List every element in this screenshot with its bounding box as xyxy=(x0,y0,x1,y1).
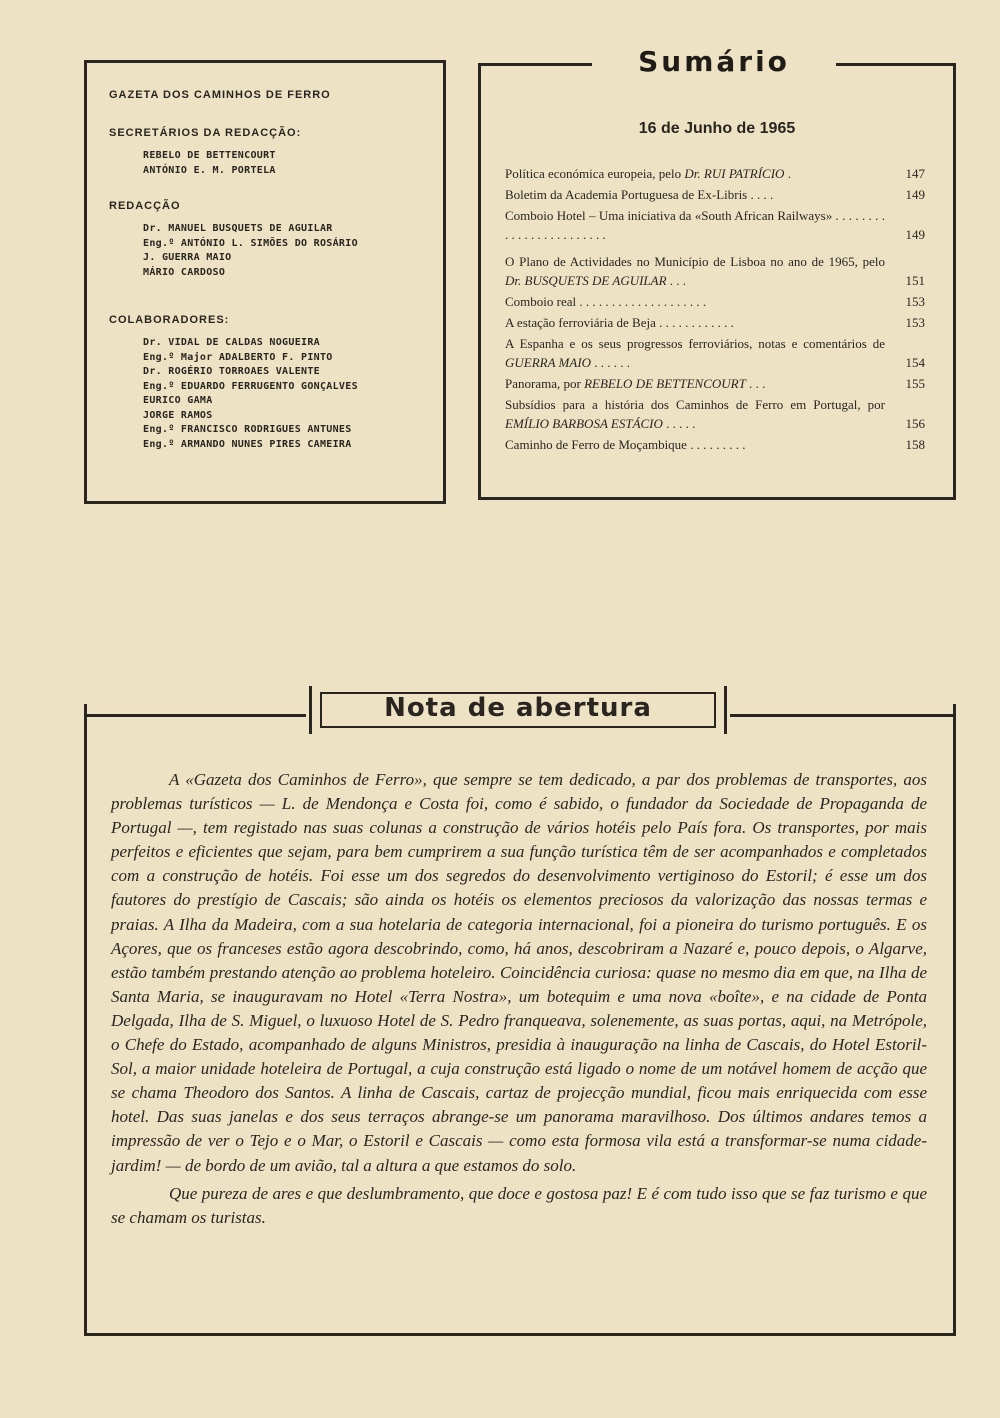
issue-date: 16 de Junho de 1965 xyxy=(638,120,796,137)
entry-title: Boletim da Academia Portuguesa de Ex-Libris . . . . xyxy=(505,187,774,202)
nota-body xyxy=(111,768,927,1230)
entry-page: 153 xyxy=(905,294,925,309)
toc-entry[interactable] xyxy=(505,435,925,454)
nota-title: Nota de abertura xyxy=(320,692,716,728)
section-heading: SECRETÁRIOS DA REDACÇÃO: xyxy=(109,127,302,139)
staff-name: Eng.º EDUARDO FERRUGENTO GONÇALVES xyxy=(143,380,358,392)
entry-title: A estação ferroviária de Beja . . . . . . . . . . . . xyxy=(505,315,734,330)
toc-entry[interactable]: Subsídios para a história dos Caminhos de Ferro em Portugal, por EMÍLIO BARBOSA ESTÁCIO . . . . . 156 xyxy=(505,397,925,431)
entry-page: 156 xyxy=(905,416,925,431)
entry-author: EMÍLIO BARBOSA ESTÁCIO xyxy=(505,416,663,431)
entry-author: Dr. RUI PATRÍCIO xyxy=(684,166,785,181)
nota-box xyxy=(84,693,956,1336)
entry-page: 151 xyxy=(905,273,925,288)
entry-page: 158 xyxy=(905,437,925,452)
entry-title: Panorama, por xyxy=(505,376,585,391)
toc-entry[interactable]: O Plano de Actividades no Município de Lisboa no ano de 1965, pelo Dr. BUSQUETS DE AGUILAR . . . 151 xyxy=(505,254,925,288)
entry-title: O Plano de Actividades no Município de Lisboa no ano de 1965, pelo xyxy=(505,254,885,269)
top-rule xyxy=(836,63,956,66)
summary-title: Sumário xyxy=(638,45,790,78)
toc-entry[interactable] xyxy=(505,313,925,332)
top-rule xyxy=(730,714,956,717)
staff-name: Eng.º FRANCISCO RODRIGUES ANTUNES xyxy=(143,424,352,435)
toc-entry[interactable]: Panorama, por REBELO DE BETTENCOURT . . . 155 xyxy=(505,376,925,391)
staff-name: EURICO GAMA xyxy=(143,395,213,406)
toc-entry[interactable] xyxy=(505,292,925,311)
staff-name: MÁRIO CARDOSO xyxy=(143,266,226,278)
staff-name: Eng.º Major ADALBERTO F. PINTO xyxy=(143,351,333,363)
paragraph: Que pureza de ares e que deslumbramento, que doce e gostosa paz! E é com tudo isso que se faz turismo e que se chamam os turistas. xyxy=(111,1183,927,1227)
staff-name: REBELO DE BETTENCOURT xyxy=(143,150,276,161)
staff-box xyxy=(84,60,446,504)
staff-name: J. GUERRA MAIO xyxy=(143,252,232,263)
staff-name: JORGE RAMOS xyxy=(143,409,213,421)
entry-page: 154 xyxy=(905,355,925,370)
entry-author: Dr. BUSQUETS DE AGUILAR xyxy=(505,273,667,288)
toc-entry[interactable]: A Espanha e os seus progressos ferroviários, notas e comentários de GUERRA MAIO . . . . . . 154 xyxy=(505,336,925,370)
top-rule xyxy=(478,63,592,66)
nota-title-frame xyxy=(309,686,727,734)
entry-page: 153 xyxy=(905,315,925,330)
staff-name: Dr. MANUEL BUSQUETS DE AGUILAR xyxy=(143,223,333,234)
publication-name: GAZETA DOS CAMINHOS DE FERRO xyxy=(109,89,331,101)
entry-title: Comboio real . . . . . . . . . . . . . . . . . . . . xyxy=(505,294,707,309)
entry-title: Política económica europeia, pelo xyxy=(505,166,685,181)
entry-page: 155 xyxy=(905,376,925,391)
staff-name: Eng.º ARMANDO NUNES PIRES CAMEIRA xyxy=(143,438,352,450)
paragraph: A «Gazeta dos Caminhos de Ferro», que sempre se tem dedicado, a par dos problemas de transportes, aos problemas turísticos — L. de Mendonça e Costa foi, como é sabido, o fundador da Sociedade de Propaganda de Portugal —, tem registado nas suas colunas a construção de vários hotéis pelo País fora. Os transportes, por mais perfeitos e eficientes que sejam, para bem cumprirem a sua função turística têm de ser acompanhados e completados com a construção de hotéis. Foi esse um dos segredos do desenvolvimento vertiginoso do Estoril; é esse um dos fautores do prestígio de Cascais; são ainda os hotéis os elementos preciosos da valorização das nossas termas e praias. A Ilha da Madeira, com a sua hotelaria de categoria internacional, foi a pioneira do turismo português. E os Açores, que os franceses estão agora descobrindo, como, há anos, descobriram a Nazaré e, pouco depois, o Algarve, estão também prestando atenção ao problema hoteleiro. Coincidência curiosa: quase no mesmo dia em que, na Ilha de Santa Maria, se inauguravam no Hotel «Terra Nostra», um botequim e uma nova «boîte», e na cidade de Ponta Delgada, Ilha de S. Miguel, o luxuoso Hotel de S. Pedro franqueava, solenemente, as suas portas, aqui, na Metrópole, o Chefe do Estado, acompanhado de alguns Ministros, presidia à inauguração na linha de Cascais, do Hotel Estoril-Sol, a maior unidade hoteleira de Portugal, a cuja construção está ligado o nome de um notável homem de acção que se chama Theodoro dos Santos. A linha de Cascais, cartaz de projecção mundial, ficou mais enriquecida com esse hotel. Das suas janelas e dos seus terraços abrange-se um panorama maravilhoso. Dos últimos andares temos a impressão de ver o Tejo e o Mar, o Estoril e Cascais — como esta formosa vila está a transformar-se numa cidade-jardim! — de bordo de um avião, tal a altura a que estamos do solo. xyxy=(111,770,927,1175)
entry-page: 149 xyxy=(905,187,925,202)
entry-author: GUERRA MAIO xyxy=(505,355,592,370)
staff-name: Eng.º ANTÓNIO L. SIMÕES DO ROSÁRIO xyxy=(143,237,358,249)
summary-box xyxy=(478,45,956,500)
table-of-contents xyxy=(505,164,925,454)
toc-entry[interactable] xyxy=(505,206,925,244)
staff-name: Dr. VIDAL DE CALDAS NOGUEIRA xyxy=(143,337,320,348)
entry-page: 147 xyxy=(905,166,925,181)
staff-name: ANTÓNIO E. M. PORTELA xyxy=(143,164,276,176)
section-heading: COLABORADORES: xyxy=(109,314,230,326)
toc-entry[interactable] xyxy=(505,185,925,204)
entry-title: A Espanha e os seus progressos ferroviários, notas e comentários de xyxy=(505,336,885,351)
staff-name: Dr. ROGÉRIO TORROAES VALENTE xyxy=(143,366,320,377)
entry-title: Comboio Hotel – Uma iniciativa da «South African Railways» . . . . . . . . . . . . . . . . . . . . . . . . xyxy=(505,208,885,242)
entry-title: Subsídios para a história dos Caminhos de Ferro em Portugal, por xyxy=(505,397,885,412)
toc-entry[interactable]: Política económica europeia, pelo Dr. RUI PATRÍCIO . 147 xyxy=(505,166,925,181)
section-heading: REDACÇÃO xyxy=(109,200,181,212)
entry-author: REBELO DE BETTENCOURT xyxy=(584,376,746,391)
entry-title: Caminho de Ferro de Moçambique . . . . . . . . . xyxy=(505,437,746,452)
entry-page: 149 xyxy=(905,227,925,242)
top-rule xyxy=(84,714,306,717)
